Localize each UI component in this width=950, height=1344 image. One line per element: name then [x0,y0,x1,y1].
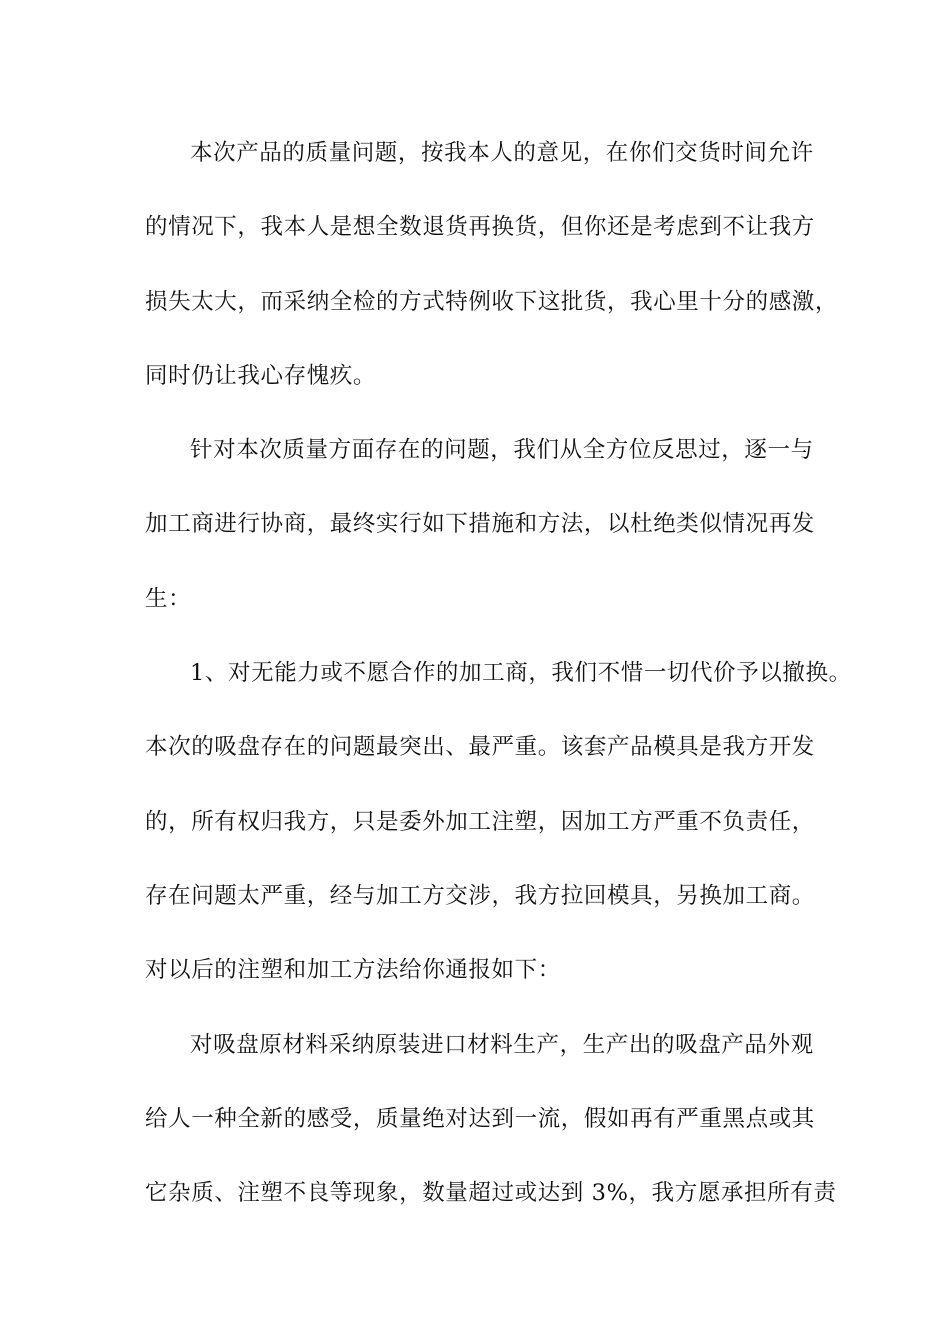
paragraph-3-line-3: 的，所有权归我方，只是委外加工注塑，因加工方严重不负责任， [145,809,815,835]
paragraph-1-line-3: 损失太大，而采纳全检的方式特例收下这批货，我心里十分的感激， [145,289,839,315]
paragraph-1-line-4: 同时仍让我心存愧疚。 [145,363,377,389]
paragraph-2-line-3: 生： [145,586,192,612]
paragraph-1-line-2: 的情况下，我本人是想全数退货再换货，但你还是考虑到不让我方 [145,214,815,240]
paragraph-1-line-1: 本次产品的质量问题，按我本人的意见，在你们交货时间允许 [190,140,814,166]
paragraph-4-line-3: 它杂质、注塑不良等现象，数量超过或达到 3%，我方愿承担所有责 [145,1180,837,1206]
paragraph-3-line-2: 本次的吸盘存在的问题最突出、最严重。该套产品模具是我方开发 [145,734,815,760]
paragraph-2-line-2: 加工商进行协商，最终实行如下措施和方法，以杜绝类似情况再发 [145,511,815,537]
paragraph-4-line-2: 给人一种全新的感受，质量绝对达到一流，假如再有严重黑点或其 [145,1106,815,1132]
paragraph-4-line-1: 对吸盘原材料采纳原装进口材料生产，生产出的吸盘产品外观 [190,1032,814,1058]
paragraph-3-line-4: 存在问题太严重，经与加工方交涉，我方拉回模具，另换加工商。 [145,883,815,909]
paragraph-3-line-5: 对以后的注塑和加工方法给你通报如下： [145,957,561,983]
paragraph-2-line-1: 针对本次质量方面存在的问题，我们从全方位反思过，逐一与 [190,437,814,463]
paragraph-3-line-1: 1、对无能力或不愿合作的加工商，我们不惜一切代价予以撤换。 [190,660,852,686]
